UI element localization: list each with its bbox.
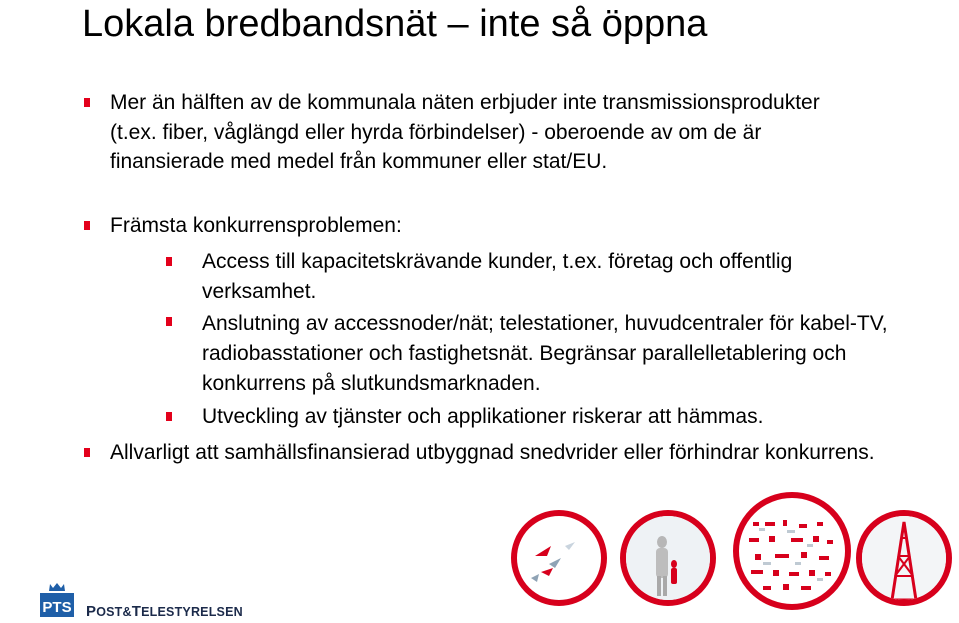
sub-bullet-2: Anslutning av accessnoder/nät; telestationer, huvudcentraler för kabel-TV, radiobasstationer och fastighetsnät. Begränsar parallelletablering och konkurrens på slutkundsmarknaden. xyxy=(202,312,888,395)
pattern-icon xyxy=(739,498,845,604)
sub-bullet-marker xyxy=(166,412,172,421)
bullet-marker xyxy=(84,221,90,230)
sub-bullet-marker xyxy=(166,257,172,266)
bullet-3: Allvarligt att samhällsfinansierad utbyggnad snedvrider eller förhindrar konkurrens. xyxy=(110,441,875,464)
pts-logo xyxy=(38,582,76,618)
sub-bullet-1: Access till kapacitetskrävande kunder, t.ex. företag och offentlig verksamhet. xyxy=(202,250,793,303)
org-name: POST&TELESTYRELSEN xyxy=(86,603,243,620)
svg-text:PTS: PTS xyxy=(42,599,72,616)
sub-bullet-marker xyxy=(166,317,172,326)
pts-crown-logo-icon xyxy=(38,582,76,618)
decorative-circle-pattern xyxy=(733,492,851,610)
decorative-circle-arrows xyxy=(511,510,607,606)
decorative-circle-people xyxy=(620,510,716,606)
bullet-marker xyxy=(84,98,90,107)
bullet-marker xyxy=(84,448,90,457)
people-icon xyxy=(626,516,710,600)
decorative-circle-mast xyxy=(856,510,952,606)
bullet-2: Främsta konkurrensproblemen: xyxy=(110,214,402,237)
antenna-mast-icon xyxy=(862,516,946,600)
sub-bullet-3: Utveckling av tjänster och applikationer riskerar att hämmas. xyxy=(202,405,764,428)
arrows-icon xyxy=(517,516,601,600)
bullet-1: Mer än hälften av de kommunala näten erbjuder inte transmissionsprodukter (t.ex. fiber, våglängd eller hyrda förbindelser) - oberoende av om de är finansierade med medel från kommuner eller stat/EU. xyxy=(110,91,820,173)
slide-title: Lokala bredbandsnät – inte så öppna xyxy=(82,3,708,45)
